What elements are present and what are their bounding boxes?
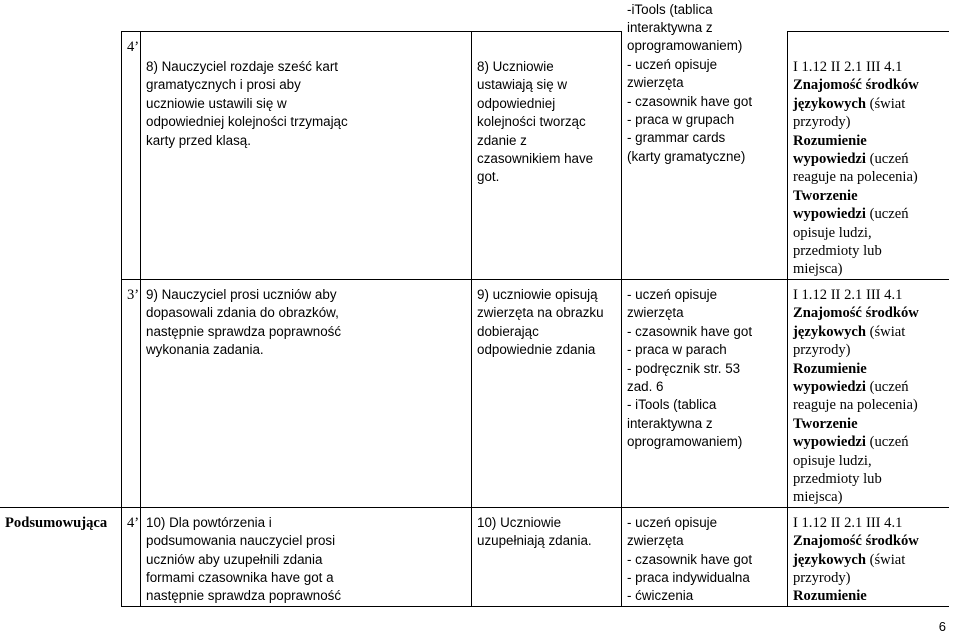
skills-text [793,508,949,606]
text-line [793,205,949,223]
plain-term: (uczeń [865,151,909,168]
text-line: przyrody) [793,342,851,359]
text-line [793,323,949,341]
teacher-activity-text [146,280,471,360]
text-line: ustawiają się w [477,77,568,93]
bold-term: wypowiedzi [793,434,866,451]
text-line: uczniów aby uzupełnili zdania [146,551,323,567]
teacher-activity-text [146,32,471,150]
table-row [0,507,949,606]
text-line: uzupełniają zdania. [477,533,592,549]
text-line: - praca w parach [627,342,727,358]
text-line: Znajomość środków [793,77,919,94]
text-line [793,433,949,451]
teacher-activity-cell [141,507,472,606]
text-line: następnie sprawdza poprawność [146,323,342,339]
phase-label: Podsumowująca [5,514,108,531]
text-line: 10) Uczniowie [477,514,562,530]
text-line: - uczeń opisuje [627,56,718,72]
text-line: 8) Uczniowie [477,59,554,74]
text-line: - czasownik have got [627,93,753,109]
text-line [793,551,949,569]
text-line: miejsca) [793,261,843,278]
text-line: - podręcznik str. 53 [627,360,741,376]
student-activity-cell [472,279,622,507]
bold-term: językowych [793,323,866,340]
text-line: Rozumienie [793,588,867,605]
text-line: karty przed klasą. [146,132,251,148]
text-line: (karty gramatyczne) [627,148,746,164]
bold-term: wypowiedzi [793,378,866,395]
text-line: odpowiedniej [477,95,556,111]
minutes-cell [122,507,141,606]
methods-text [627,1,787,167]
text-line: dopasowali zdania do obrazków, [146,305,339,321]
plain-term: (uczeń [865,206,909,223]
methods-cell [622,507,788,606]
text-line: - uczeń opisuje [627,514,718,530]
text-line: przyrody) [793,114,851,131]
bold-term: językowych [793,95,866,112]
text-line: formami czasownika have got a [146,569,334,585]
text-line: interaktywna z [627,19,713,35]
bold-term: wypowiedzi [793,151,866,168]
text-line: reaguje na polecenia) [793,397,918,414]
skills-cell [788,32,950,280]
methods-text [627,508,787,606]
text-line: Znajomość środków [793,533,919,550]
student-activity-text [477,508,621,551]
phase-cell [0,279,122,507]
plain-term: (świat [865,323,906,340]
text-line: 9) Nauczyciel prosi uczniów aby [146,286,337,302]
student-activity-cell [472,507,622,606]
text-line: oprogramowaniem) [627,434,743,450]
plain-term: (świat [865,551,906,568]
text-line: odpowiedniej kolejności trzymając [146,114,348,130]
bold-term: wypowiedzi [793,206,866,223]
text-line: I 1.12 II 2.1 III 4.1 [793,514,903,531]
text-line: Tworzenie [793,415,858,432]
skills-cell [788,507,950,606]
text-line: zwierzęta [627,75,684,91]
text-line: I 1.12 II 2.1 III 4.1 [793,59,903,75]
phase-cell [0,507,122,606]
text-line: - praca indywidualna [627,569,750,585]
skills-text [793,280,949,507]
text-line: zwierzęta na obrazku [477,305,604,321]
teacher-activity-text [146,508,471,606]
text-line: opisuje ludzi, [793,224,872,241]
plain-term: (uczeń [865,378,909,395]
minutes-cell [122,279,141,507]
text-line: - praca w grupach [627,111,735,127]
text-line: I 1.12 II 2.1 III 4.1 [793,286,903,303]
text-line: - czasownik have got [627,551,753,567]
text-line: - iTools (tablica [627,397,717,413]
text-line: zwierzęta [627,533,684,549]
phase-cell [0,32,122,280]
skills-cell [788,279,950,507]
text-line: gramatycznych i prosi aby [146,77,301,93]
phase-label [5,279,121,285]
text-line [793,95,949,113]
minutes-value: 4’ [127,39,140,55]
table-top-spacer [0,0,949,32]
text-line: - czasownik have got [627,323,753,339]
text-line: interaktywna z [627,415,713,431]
text-line: got. [477,169,500,185]
text-line: Znajomość środków [793,305,919,322]
text-line: następnie sprawdza poprawność [146,588,342,604]
page-number: 6 [938,619,946,634]
teacher-activity-cell [141,279,472,507]
text-line [793,378,949,396]
table-row [0,32,949,280]
text-line: przyrody) [793,569,851,586]
student-activity-text [477,32,621,187]
methods-cell [622,279,788,507]
text-line: odpowiednie zdania [477,342,596,358]
text-line: - uczeń opisuje [627,286,718,302]
methods-cell [622,1,788,280]
text-line: zwierzęta [627,305,684,321]
methods-text [627,280,787,452]
text-line: uczniowie ustawili się w [146,95,287,111]
text-line: czasownikiem have [477,151,594,167]
text-line: miejsca) [793,489,843,506]
text-line: kolejności tworząc [477,114,586,130]
skills-text [793,32,949,279]
text-line: podsumowania nauczyciel prosi [146,533,336,549]
text-line [793,150,949,168]
phase-label [5,32,121,38]
text-line: -iTools (tablica [627,1,713,17]
minutes-value: 4’ [127,514,140,531]
text-line: 9) uczniowie opisują [477,286,598,302]
text-line: oprogramowaniem) [627,38,743,54]
text-line: reaguje na polecenia) [793,169,918,186]
text-line: - grammar cards [627,130,726,146]
text-line: opisuje ludzi, [793,452,872,469]
text-line: - ćwiczenia [627,588,694,604]
text-line: wykonania zadania. [146,342,264,358]
text-line: 8) Nauczyciel rozdaje sześć kart [146,59,338,74]
text-line: Rozumienie [793,132,867,149]
text-line: dobierając [477,323,539,339]
text-line: zdanie z [477,132,527,148]
text-line: przedmioty lub [793,243,882,260]
student-activity-cell [472,32,622,280]
plain-term: (świat [865,95,906,112]
text-line: zad. 6 [627,378,664,394]
text-line: przedmioty lub [793,470,882,487]
minutes-cell [122,32,141,280]
text-line: 10) Dla powtórzenia i [146,514,272,530]
text-line: Rozumienie [793,360,867,377]
minutes-value: 3’ [127,286,140,303]
text-line: Tworzenie [793,187,858,204]
teacher-activity-cell [141,32,472,280]
bold-term: językowych [793,551,866,568]
plain-term: (uczeń [865,434,909,451]
student-activity-text [477,280,621,360]
table-row [0,279,949,507]
